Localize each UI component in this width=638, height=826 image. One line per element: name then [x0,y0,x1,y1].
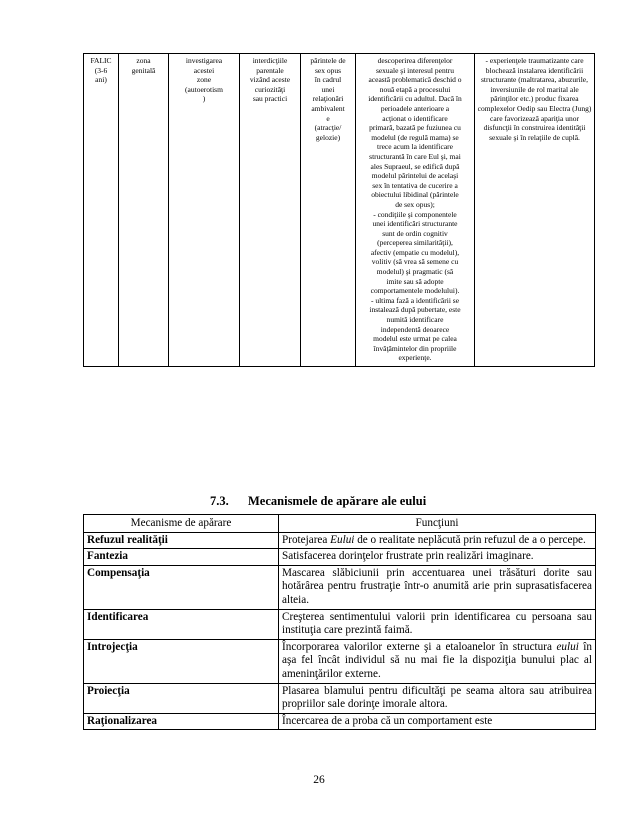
mechanism-function: Mascarea slăbiciunii prin accentuarea unei trăsături dorite sau hotărârea pentru frustraţie într-o anumită arie prin suprasatisfacerea alteia. [279,565,596,609]
page-number: 26 [313,774,325,786]
mechanism-name: Refuzul realităţii [84,532,279,549]
erogenous-zone-cell: zona genitală [119,54,169,367]
identification-cell: descoperirea diferenţelor sexuale şi interesul pentru această problematică deschid o nouă etapă a procesului identificării cu adultul. Dacă în perioadele anterioare a acţionat o identificare primară, bazată pe fuziunea cu modelul (de regulă mama) se trece acum la identificare structurantă în care Eul şi, mai ales Supraeul, se edifică după modelul părintelui de acelaşi sex în tentativa de cucerire a obiectului libidinal (părintele de sex opus); - condiţiile şi componentele unei identificări structurante sunt de ordin cognitiv (perceperea similarităţii), afectiv (empatie cu modelul), volitiv (să vrea să semene cu modelul) şi pragmatic (să imite sau să adopte comportamentele modelului). - ultima fază a identificării se instalează după pubertate, este numită identificare independentă deoarece modelul este urmat pe calea învăţămintelor din propriile experienţe. [356,54,475,367]
table-row [84,609,596,639]
mechanism-name: Introjecţia [84,639,279,683]
activity-cell: investigarea acestei zone (autoerotism ) [169,54,240,367]
header-mechanisms: Mecanisme de apărare [84,515,279,533]
table-row [84,713,596,730]
table-row [84,549,596,566]
mechanism-name: Fantezia [84,549,279,566]
mechanism-function: Creşterea sentimentului valorii prin identificarea cu persoana sau instituţia care prezintă faimă. [279,609,596,639]
table-row [84,683,596,713]
table-row [84,532,596,549]
defense-mechanisms-table [83,514,596,730]
consequences-cell: - experienţele traumatizante care blochează instalarea identificării structurante (maltratarea, abuzurile, inversiunile de rol marital ale părinţilor etc.) produc fixarea complexelor Oedip sau Electra (Jung) care favorizează apariţia unor disfuncţii în construirea identităţii sexuale şi în relaţiile de cuplă. [475,54,595,367]
mechanism-function: Încorporarea valorilor externe şi a etaloanelor în structura eului în aşa fel încât individul să nu mai fie la dispoziţia bunului plac al ameninţărilor externe. [279,639,596,683]
mechanism-function: Protejarea Eului de o realitate neplăcută prin refuzul de a o percepe. [279,532,596,549]
table-row [84,565,596,609]
mechanism-name: Raţionalizarea [84,713,279,730]
mechanism-name: Compensaţia [84,565,279,609]
section-title-text: Mecanismele de apărare ale eului [248,494,427,508]
section-heading [210,494,426,509]
mechanism-function: Satisfacerea dorinţelor frustrate prin realizări imaginare. [279,549,596,566]
table-header-row [84,515,596,533]
object-cell: părintele de sex opus în cadrul unei relaţionări ambivalent e (atracţie/ gelozie) [301,54,356,367]
mechanism-name: Identificarea [84,609,279,639]
table-row [84,639,596,683]
section-number: 7.3. [210,494,229,508]
development-stage-table [83,53,595,367]
header-functions: Funcţiuni [279,515,596,533]
mechanism-name: Proiecţia [84,683,279,713]
stage-name-cell: FALIC (3-6 ani) [84,54,119,367]
mechanism-function: Plasarea blamului pentru dificultăţi pe seama altora sau atribuirea propriilor sale dorinţe imorale altora. [279,683,596,713]
table-row [84,54,595,367]
conflict-cell: interdicţiile parentale vizând aceste curiozităţi sau practici [240,54,301,367]
mechanism-function: Încercarea de a proba că un comportament este [279,713,596,730]
